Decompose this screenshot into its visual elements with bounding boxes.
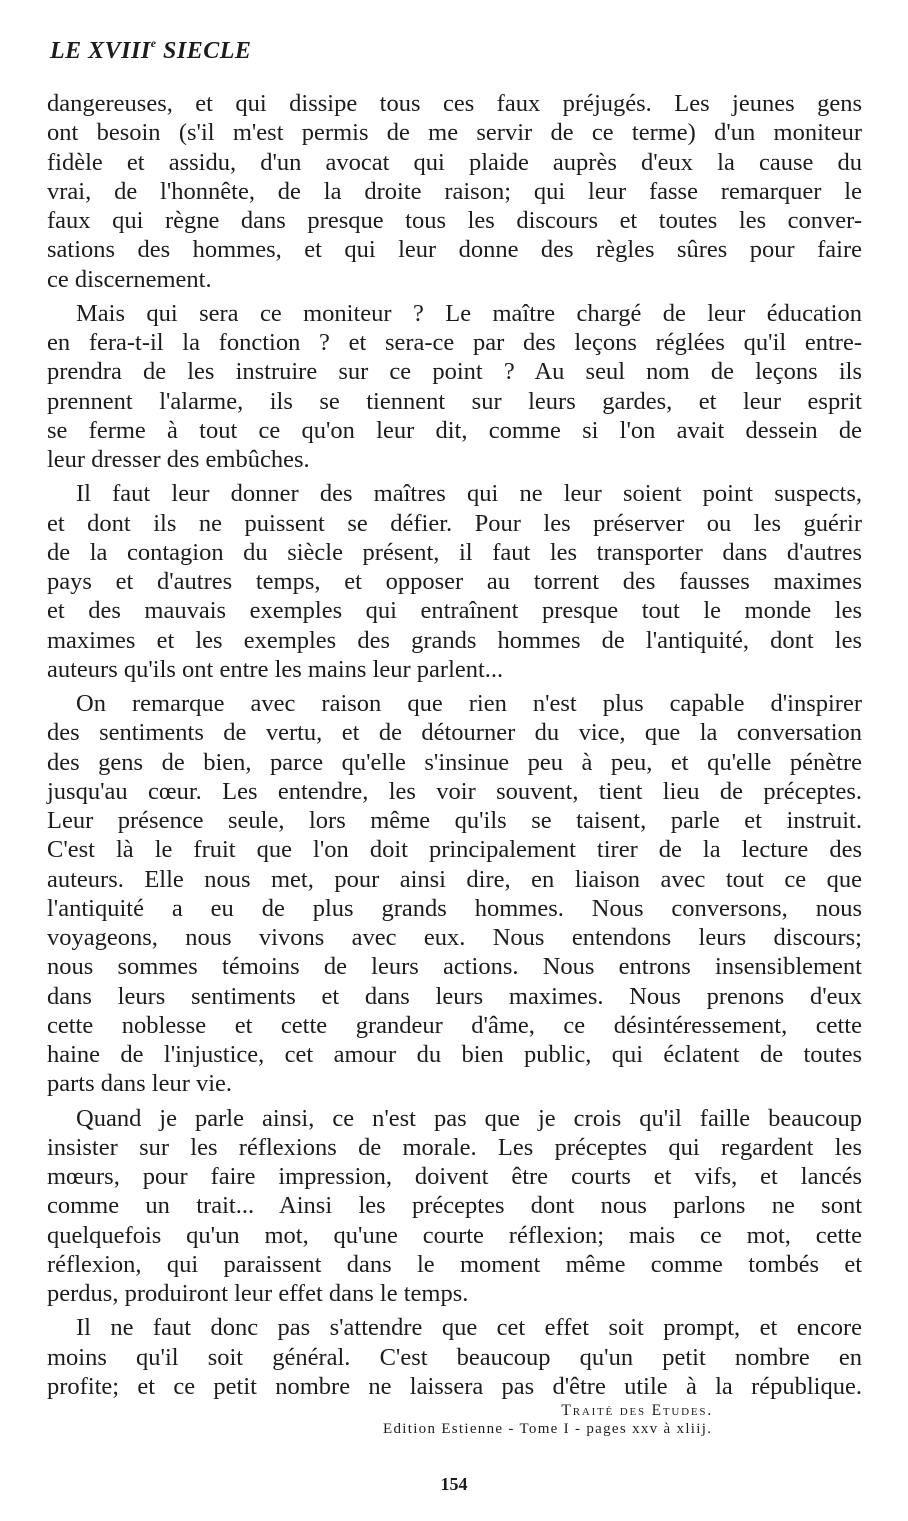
text-line: prendra de les instruire sur ce point ? Au seul nom de leçons ils — [47, 358, 862, 386]
paragraph-2 — [47, 299, 862, 475]
text-line: dangereuses, et qui dissipe tous ces faux préjugés. Les jeunes gens — [47, 90, 862, 117]
text-line: auteurs qu'ils ont entre les mains leur parlent... — [47, 655, 504, 683]
text-line: leur dresser des embûches. — [47, 446, 310, 473]
source-title: Traité des Etudes. — [561, 1402, 713, 1419]
text-line: dans leurs sentiments et dans leurs maximes. Nous prenons d'eux — [47, 982, 862, 1010]
text-line: Il ne faut donc pas s'attendre que cet effet soit prompt, et encore — [76, 1314, 862, 1342]
text-line: en fera-t-il la fonction ? et sera-ce par des leçons réglées qu'il entre- — [47, 329, 862, 356]
text-line: prennent l'alarme, ils se tiennent sur leurs gardes, et leur esprit — [47, 387, 862, 415]
paragraph-5 — [47, 1104, 862, 1309]
paragraph-4 — [47, 689, 862, 1099]
text-line: parts dans leur vie. — [47, 1070, 233, 1098]
text-line: quelquefois qu'un mot, qu'une courte réflexion; mais ce mot, cette — [47, 1221, 862, 1249]
text-line: sations des hommes, et qui leur donne des règles sûres pour faire — [47, 236, 862, 264]
header-title-suffix: SIECLE — [156, 38, 252, 64]
edition-reference: Edition Estienne - Tome I - pages xxv à xliij. — [383, 1421, 713, 1437]
text-line: pays et d'autres temps, et opposer au torrent des fausses maximes — [47, 568, 862, 595]
text-line: jusqu'au cœur. Les entendre, les voir souvent, tient lieu de préceptes. — [47, 777, 862, 805]
text-line: ont besoin (s'il m'est permis de me servir de ce terme) d'un moniteur — [47, 119, 862, 147]
text-line: ce discernement. — [47, 265, 212, 293]
body-text — [47, 89, 862, 1406]
text-line: C'est là le fruit que l'on doit principalement tirer de la lecture des — [47, 836, 862, 864]
text-line: nous sommes témoins de leurs actions. Nous entrons insensiblement — [47, 953, 862, 981]
paragraph-3 — [47, 479, 862, 684]
text-line: haine de l'injustice, cet amour du bien public, qui éclatent de toutes — [47, 1041, 862, 1068]
text-line: Mais qui sera ce moniteur ? Le maître chargé de leur éducation — [76, 299, 862, 327]
text-line: fidèle et assidu, d'un avocat qui plaide auprès d'eux la cause du — [47, 148, 862, 176]
text-line: et des mauvais exemples qui entraînent presque tout le monde les — [47, 597, 862, 625]
text-line: Il faut leur donner des maîtres qui ne leur soient point suspects, — [76, 480, 862, 508]
text-line: de la contagion du siècle présent, il faut les transporter dans d'autres — [47, 538, 862, 566]
text-line: insister sur les réflexions de morale. Les préceptes qui regardent les — [47, 1133, 862, 1161]
text-line: des sentiments de vertu, et de détourner du vice, que la conversation — [47, 719, 862, 747]
header-superscript: e — [150, 36, 157, 50]
text-line: Leur présence seule, lors même qu'ils se taisent, parle et instruit. — [47, 807, 862, 834]
running-header — [50, 38, 251, 65]
text-line: faux qui règne dans presque tous les discours et toutes les conver- — [47, 207, 862, 234]
text-line: On remarque avec raison que rien n'est plus capable d'inspirer — [76, 690, 862, 717]
text-line: l'antiquité a eu de plus grands hommes. Nous conversons, nous — [47, 894, 862, 922]
header-title-prefix: LE XVIII — [50, 38, 151, 64]
paragraph-6 — [47, 1313, 862, 1401]
text-line: et dont ils ne puissent se défier. Pour les préserver ou les guérir — [47, 509, 862, 537]
text-line: perdus, produiront leur effet dans le temps. — [47, 1280, 469, 1307]
text-line: maximes et les exemples des grands hommes de l'antiquité, dont les — [47, 626, 862, 654]
text-line: profite; et ce petit nombre ne laissera pas d'être utile à la république. — [47, 1372, 862, 1400]
text-line: se ferme à tout ce qu'on leur dit, comme si l'on avait dessein de — [47, 416, 862, 444]
text-line: voyageons, nous vivons avec eux. Nous entendons leurs discours; — [47, 924, 862, 951]
page-number: 154 — [440, 1474, 468, 1494]
text-line: moins qu'il soit général. C'est beaucoup qu'un petit nombre en — [47, 1343, 862, 1371]
text-line: comme un trait... Ainsi les préceptes dont nous parlons ne sont — [47, 1192, 862, 1220]
text-line: mœurs, pour faire impression, doivent être courts et vifs, et lancés — [47, 1163, 862, 1190]
text-line: des gens de bien, parce qu'elle s'insinue peu à peu, et qu'elle pénètre — [47, 748, 862, 776]
text-line: vrai, de l'honnête, de la droite raison; qui leur fasse remarquer le — [47, 177, 862, 205]
text-line: Quand je parle ainsi, ce n'est pas que je crois qu'il faille beaucoup — [76, 1104, 862, 1132]
text-line: auteurs. Elle nous met, pour ainsi dire, en liaison avec tout ce que — [47, 865, 862, 893]
text-line: cette noblesse et cette grandeur d'âme, ce désintéressement, cette — [47, 1011, 862, 1039]
text-line: réflexion, qui paraissent dans le moment même comme tombés et — [47, 1250, 862, 1278]
paragraph-1 — [47, 89, 862, 294]
